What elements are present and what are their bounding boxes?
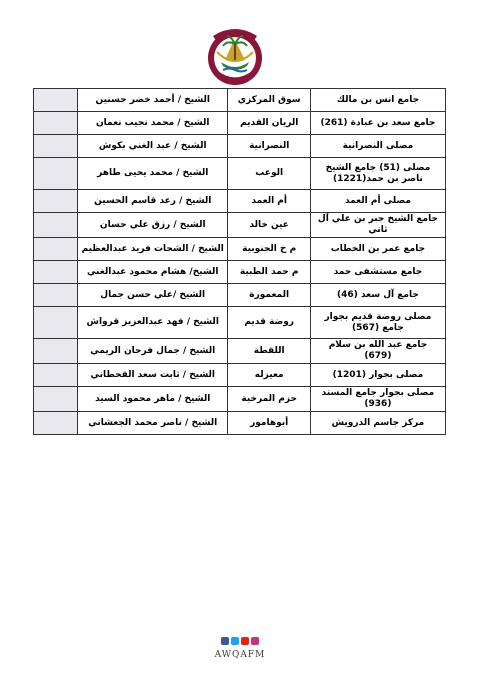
empty-cell (34, 89, 78, 112)
imam-cell: الشيخ / ناصر محمد الجعشاني (77, 412, 228, 435)
empty-cell (34, 307, 78, 339)
table-row (34, 112, 446, 135)
mosque-name-cell: جامع مستشفى حمد (310, 261, 445, 284)
imam-cell: الشيخ / فهد عبدالعزيز قرواش (77, 307, 228, 339)
table-row (34, 339, 446, 364)
empty-cell (34, 135, 78, 158)
mosque-name-cell: مصلى روضة قديم بجوار جامع (567) (310, 307, 445, 339)
mosques-table (33, 88, 446, 435)
area-cell: م خ الجنوبية (228, 238, 310, 261)
mosque-name-cell: جامع عمر بن الخطاب (310, 238, 445, 261)
imam-cell: الشيخ / عبد الغني بكوش (77, 135, 228, 158)
empty-cell (34, 364, 78, 387)
mosque-name-cell: جامع سعد بن عبادة (261) (310, 112, 445, 135)
table-row (34, 307, 446, 339)
area-cell: أم العمد (228, 190, 310, 213)
imam-cell: الشيخ / رزق علي حسان (77, 213, 228, 238)
table-row (34, 135, 446, 158)
table-row (34, 158, 446, 190)
brand-handle: AWQAFM (214, 650, 266, 660)
empty-cell (34, 213, 78, 238)
area-cell: اللقطة (228, 339, 310, 364)
area-cell: م حمد الطبية (228, 261, 310, 284)
footer (0, 630, 480, 660)
mosque-name-cell: جامع آل سعد (46) (310, 284, 445, 307)
mosque-name-cell: مصلى بجوار جامع المسند (936) (310, 387, 445, 412)
table-row (34, 387, 446, 412)
table-row (34, 213, 446, 238)
area-cell: روضة قديم (228, 307, 310, 339)
area-cell: معيزله (228, 364, 310, 387)
imam-cell: الشيخ / محمد نجيب نعمان (77, 112, 228, 135)
imam-cell: الشيخ /علي حسن جمال (77, 284, 228, 307)
area-cell: أبوهامور (228, 412, 310, 435)
instagram-icon[interactable] (251, 637, 259, 645)
social-icons (221, 637, 259, 645)
mosque-name-cell: مركز جاسم الدرويش (310, 412, 445, 435)
table-row (34, 89, 446, 112)
imam-cell: الشيخ/ هشام محمود عبدالغني (77, 261, 228, 284)
mosque-name-cell: جامع عبد الله بن سلام (679) (310, 339, 445, 364)
empty-cell (34, 112, 78, 135)
empty-cell (34, 158, 78, 190)
youtube-icon[interactable] (241, 637, 249, 645)
imam-cell: الشيخ / ثابت سعد القحطاني (77, 364, 228, 387)
imam-cell: الشيخ / رعد قاسم الحسين (77, 190, 228, 213)
empty-cell (34, 412, 78, 435)
area-cell: سوق المركزي (228, 89, 310, 112)
mosque-name-cell: جامع الشيخ جبر بن علي آل ثاني (310, 213, 445, 238)
facebook-icon[interactable] (221, 637, 229, 645)
table-row (34, 190, 446, 213)
mosque-name-cell: مصلى بجوار (1201) (310, 364, 445, 387)
mosque-name-cell: مصلى أم العمد (310, 190, 445, 213)
mosque-name-cell: مصلى (51) جامع الشيخ ناصر بن حمد(1221) (310, 158, 445, 190)
imam-cell: الشيخ / الشحات فريد عبدالعظيم (77, 238, 228, 261)
table-row (34, 412, 446, 435)
empty-cell (34, 190, 78, 213)
table-row (34, 238, 446, 261)
ministry-emblem (203, 22, 267, 88)
mosque-name-cell: مصلى النصرانية (310, 135, 445, 158)
table-row (34, 261, 446, 284)
table-row (34, 284, 446, 307)
imam-cell: الشيخ / جمال فرحان الريمي (77, 339, 228, 364)
mosque-name-cell: جامع انس بن مالك (310, 89, 445, 112)
empty-cell (34, 339, 78, 364)
area-cell: حزم المرخية (228, 387, 310, 412)
area-cell: عين خالد (228, 213, 310, 238)
area-cell: الوعب (228, 158, 310, 190)
empty-cell (34, 284, 78, 307)
twitter-icon[interactable] (231, 637, 239, 645)
imam-cell: الشيخ / محمد يحيى طاهر (77, 158, 228, 190)
imam-cell: الشيخ / ماهر محمود السيد (77, 387, 228, 412)
empty-cell (34, 238, 78, 261)
empty-cell (34, 387, 78, 412)
table-row (34, 364, 446, 387)
area-cell: النصرانية (228, 135, 310, 158)
area-cell: الريان القديم (228, 112, 310, 135)
area-cell: المعمورة (228, 284, 310, 307)
empty-cell (34, 261, 78, 284)
imam-cell: الشيخ / أحمد خضر حسنين (77, 89, 228, 112)
